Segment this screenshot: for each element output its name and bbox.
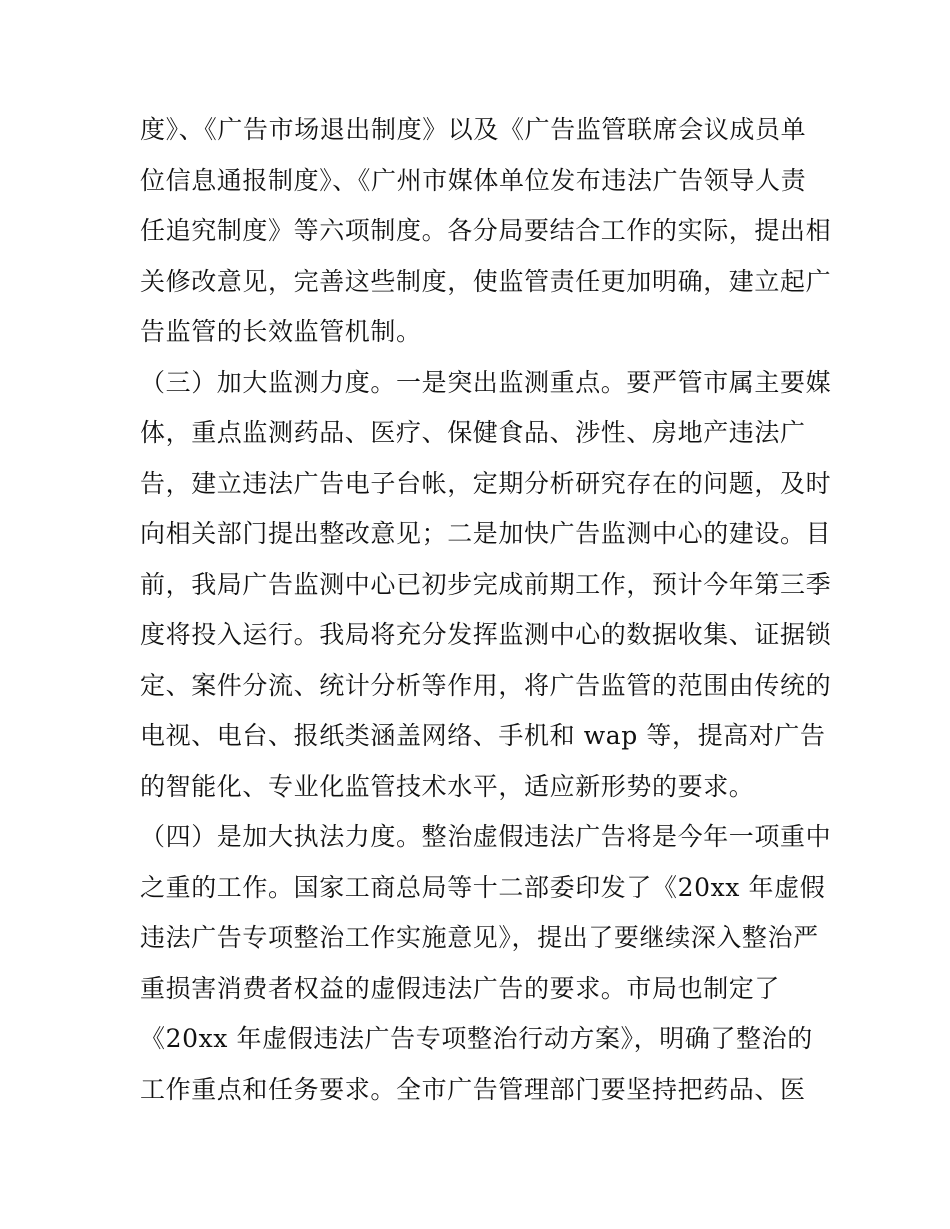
text-line: 的智能化、专业化监管技术水平，适应新形势的要求。 [140, 772, 755, 801]
text-line: 度将投入运行。我局将充分发挥监测中心的数据收集、证据锁 [140, 620, 832, 649]
text-line: 电视、电台、报纸类涵盖网络、手机和 wap 等，提高对广告 [140, 721, 826, 750]
text-line: 关修改意见，完善这些制度，使监管责任更加明确，建立起广 [140, 267, 832, 296]
text-line: 体，重点监测药品、医疗、保健食品、涉性、房地产违法广 [140, 418, 806, 447]
text-line: 前，我局广告监测中心已初步完成前期工作，预计今年第三季 [140, 570, 832, 599]
text-line: （四）是加大执法力度。整治虚假违法广告将是今年一项重中 [140, 822, 832, 851]
text-line: 任追究制度》等六项制度。各分局要结合工作的实际，提出相 [140, 216, 832, 245]
text-line: （三）加大监测力度。一是突出监测重点。要严管市属主要媒 [140, 368, 832, 397]
text-line: 告，建立违法广告电子台帐，定期分析研究存在的问题，及时 [140, 469, 832, 498]
text-line: 违法广告专项整治工作实施意见》，提出了要继续深入整治严 [140, 923, 819, 952]
text-line: 《20xx 年虚假违法广告专项整治行动方案》，明确了整治的 [140, 1024, 813, 1053]
text-line: 向相关部门提出整改意见；二是加快广告监测中心的建设。目 [140, 519, 832, 548]
text-line: 重损害消费者权益的虚假违法广告的要求。市局也制定了 [140, 974, 781, 1003]
text-line: 定、案件分流、统计分析等作用，将广告监管的范围由传统的 [140, 671, 832, 700]
text-line: 之重的工作。国家工商总局等十二部委印发了《20xx 年虚假 [140, 873, 826, 902]
text-line: 位信息通报制度》、《广州市媒体单位发布违法广告领导人责 [140, 166, 807, 195]
text-line: 工作重点和任务要求。全市广告管理部门要坚持把药品、医 [140, 1075, 806, 1104]
text-line: 度》、《广告市场退出制度》以及《广告监管联席会议成员单 [140, 115, 807, 144]
text-line: 告监管的长效监管机制。 [140, 317, 422, 346]
